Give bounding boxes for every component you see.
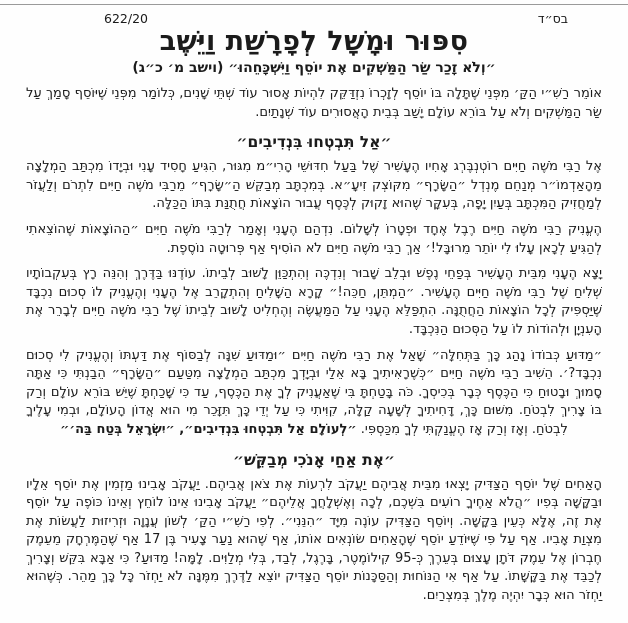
section-1-paragraph-4-text: ״מַדּוּעַ כְּבוֹדוֹ נָהַג כָּךְ בַּתְּחִלָּה״ שָׁאַל אֶת רַבִּי מֹשֶׁה חַיִּים ״וּמַדּוּעַ שִׁנָּה לְבַסּוֹף אֶת דַּעְתּוֹ וְהֶעֱנִיק לִי סְכוּם נִכְבָּד?׳. הֵשִׁיב רַבִּי מֹשֶׁה חַיִּים ״כְּשֶׁרָאִיתִיךָ בָּא אֵלַי וּבְיָדְךָ מִכְתַּב הַמְלָצָה מִטַּעַם ״הַשָּׂרָף״ הֵבַנְתִּי כִּי אַתָּה סָמוּךְ וּבָטוּחַ כִּי הַכֶּסֶף כְּבָר בְּכִיסְךָ. כֹּה בָּטַחְתָּ בִּי שֶׁאַעֲנִיק לְךָ אֶת הַכֶּסֶף, עַד כִּי שָׁכַחְתָּ שֶׁיֵּשׁ בּוֹרֵא עוֹלָם וְרַק בּוֹ צָרִיךְ לִבְטֹחַ. מִשּׁוּם כָּךְ, דָּחִיתִיךָ לְשָׁעָה קַלָּה, קִוִּיתִי כִּי עַל יְדֵי כָּךְ תִּזָּכֵר מִי הוּא אֲדוֹן הָעוֹלָם, וּבְמִי עָלֶיךָ לִבְטֹחַ. וְאָז וְרַק אָז הֶעֱנַקְתִּי לְךָ מִכַּסְפִּי.	[26, 347, 602, 437]
section-2-heading: ״אֶת אַחַי אָנֹכִי מְבַקֵּשׁ״	[232, 450, 396, 469]
section-1-heading: ״אַל תִּבְטְחוּ בִּנְדִיבִים״	[236, 133, 392, 152]
section-2-paragraph-1: הָאַחִים שֶׁל יוֹסֵף הַצַּדִּיק יָצְאוּ מִבֵּית אֲבִיהֶם יַעֲקֹב לִרְעוֹת אֶת צֹאן אֲבִיהֶם. יַעֲקֹב אָבִינוּ מַזְמִין אֶת יוֹסֵף אֵלָיו וּבַקָּשָׁה בְּפִיו ״הֲלֹא אַחֶיךָ רוֹעִים בִּשְׁכֶם, לְכָה וְאֶשְׁלָחֲךָ אֲלֵיהֶם״ יַעֲקֹב אָבִינוּ אֵינוֹ לוֹחֵץ וְאֵינוֹ כּוֹפֶה עַל יוֹסֵף אֶת זֶה, אֶלָּא כְּעֵין בַּקָּשָׁה. וְיוֹסֵף הַצַּדִּיק עוֹנֶה מִיָּד ״הִנֵּנִי״. לְפִי רַשִׁ״י הַקַּ׳ לְשׁוֹן עֲנָוָה וּזְרִיזוּת לַעֲשׂוֹת אֶת מִצְוַת אָבִיו. אַף עַל פִּי שֶׁיּוֹדֵעַ יוֹסֵף שֶׁהָאַחִים שׂוֹנְאִים אוֹתוֹ, אַף שֶׁהוּא נַעַר צָעִיר בֶּן 17 אַף שֶׁהַמֶּרְחָק מֵעֵמֶק חֶבְרוֹן אֶל עֵמֶק דֹּתָן עָצוּם בְּעֵרֶךְ כְּ-95 קִילוֹמֶטֶר, בָּרֶגֶל, לְבַד, בְּלִי מְלַוִּים. לָמָּה! מַדּוּעַ? כִּי אַבָּא בִּקֵּשׁ וְצָרִיךְ לְכַבֵּד אֶת בַּקָּשָׁתוֹ. עַל אַף אִי הַנּוֹחוּת וְהַסַּכָּנוֹת יוֹסֵף הַצַּדִּיק יוֹצֵא לַדֶּרֶךְ מִמֶּנָּה לֹא יַחְזֹר כָּל כָּךְ מַהֵר. כְּשֶׁהוּא יַחְזֹר הוּא כְּבָר יִהְיֶה מֶלֶךְ בְּמִצְרַיִם.	[26, 476, 602, 604]
page-title: סִפּוּר וּמָשָׁל לְפָרָשַׁת וַיֵּשֶׁב	[159, 26, 469, 57]
page-meta-row	[26, 8, 602, 26]
section-1-paragraph-1: אֶל רַבִּי מֹשֶׁה חַיִּים רוֹטְנְבֶּרְג אָחִיו הֶעָשִׁיר שֶׁל בַּעַל חִדּוּשֵׁי הָרִי״מ מִגּוּר, הִגִּיעַ חָסִיד עָנִי וּבְיָדוֹ מִכְתַּב הַמְלָצָה מֵהָאַדְמוֹ״ר מְנַחֵם מֶנְדְל ״הַשָּׂרָף״ מִקּוֹצְק זִיעָ״א. בְּמִכְתָּב מְבַקֵּשׁ הַ״שָּׂרָף״ מֵרַבִּי מֹשֶׁה חַיִּים לִתְרֹם וְלַעֲזֹר לְמַחֲזִיק הַמִּכְתָּב בְּעַיִן יָפָה, בְּעִקָּר שֶׁהוּא זָקוּק לְכֶּסֶף עֲבוּר הוֹצָאוֹת חֲתֻנַּת בִּתּוֹ הַכַּלָּה.	[26, 159, 602, 212]
section-1-paragraph-2: הֶעֱנִיק רַבִּי מֹשֶׁה חַיִּים רֶבֶל אֶחָד וּפְטָרוֹ לְשָׁלוֹם. נִדְהַם הֶעָנִי וְאָמַר לְרַבִּי מֹשֶׁה חַיִּים ״הַהוֹצָאוֹת שֶׁהוֹצֵאתִי לְהַגִּיעַ לְכָאן עָלוּ לִי יוֹתֵר מֵרוּבָּל!׳ אַךְ רַבִּי מֹשֶׁה חַיִּים לֹא הוֹסִיף אַף פְּרוּטָה נוֹסֶפֶת.	[26, 221, 602, 256]
page-number: 622/20	[104, 11, 148, 26]
bsd-label: בס״ד	[537, 11, 568, 26]
intro-paragraph: אוֹמֵר רַשִׁ״י הַקַּ׳ מִפְּנֵי שֶׁתָּלָה בּוֹ יוֹסֵף לְזָכְרוֹ נִזְדַּקֵּק לִהְיוֹת אָסוּר עוֹד שְׁתֵּי שָׁנִים, כְּלוֹמַר מִפְּנֵי שֶׁיּוֹסֵף סָמַךְ עַל שַׂר הַמַּשְׁקִים וְלֹא עַל בּוֹרֵא עוֹלָם יָשַׁב בְּבֵית הָאֲסוּרִים עוֹד שְׁנָתַיִם.	[26, 86, 602, 120]
top-rule-divider	[0, 4, 628, 5]
section-1-paragraph-3: יָצָא הֶעָנִי מִבֵּית הֶעָשִׁיר בְּפַחֵי נֶפֶשׁ וּבְלֵב שָׁבוּר וְנִדְכֶּה וְהִתְכַּוֵּן לָשׁוּב לְבֵיתוֹ. עוֹדֶנּוּ בַּדֶּרֶךְ וְהִנֵּה רָץ בְּעִקְבוֹתָיו שְׁלִיחַ שֶׁל רַבִּי מֹשֶׁה חַיִּים הֶעָשִׁיר. ״הַמְתֵּן, חַכֵּה!״ קָרָא הַשָּׁלִיחַ וְהִתְקָרֵב אֶל הֶעָנִי וְהֶעֱנִיק לוֹ סְכוּם נִכְבָּד שֶׁיַּסְפִּיק לְכָל הוֹצָאוֹת הַחֲתֻנָּה. הִתְפַּלֵּא הֶעָנִי עַל הַמַּעֲשֶׂה וְהֶחְלִיט לָשׁוּב לְבֵיתוֹ שֶׁל רַבִּי מֹשֶׁה חַיִּים לְבָרֵר אֶת הָעִנְיָן וּלְהוֹדוֹת לוֹ עַל הַסְּכוּם הַנִּכְבָּד.	[26, 266, 602, 337]
section-1-paragraph-4	[26, 347, 602, 440]
page-subtitle: ״וְלֹא זָכַר שַׂר הַמַּשְׁקִים אֶת יוֹסֵף וַיִּשְׁכָּחֵהוּ״ (וישב מ׳ כ״ג)	[132, 60, 496, 76]
section-1-closing-quote: ״לְעוֹלָם אַל תִּבְטְחוּ בִּנְדִיבִים״, ״יִשְׂרָאֵל בְּטַח בַּה׳״	[60, 421, 357, 437]
